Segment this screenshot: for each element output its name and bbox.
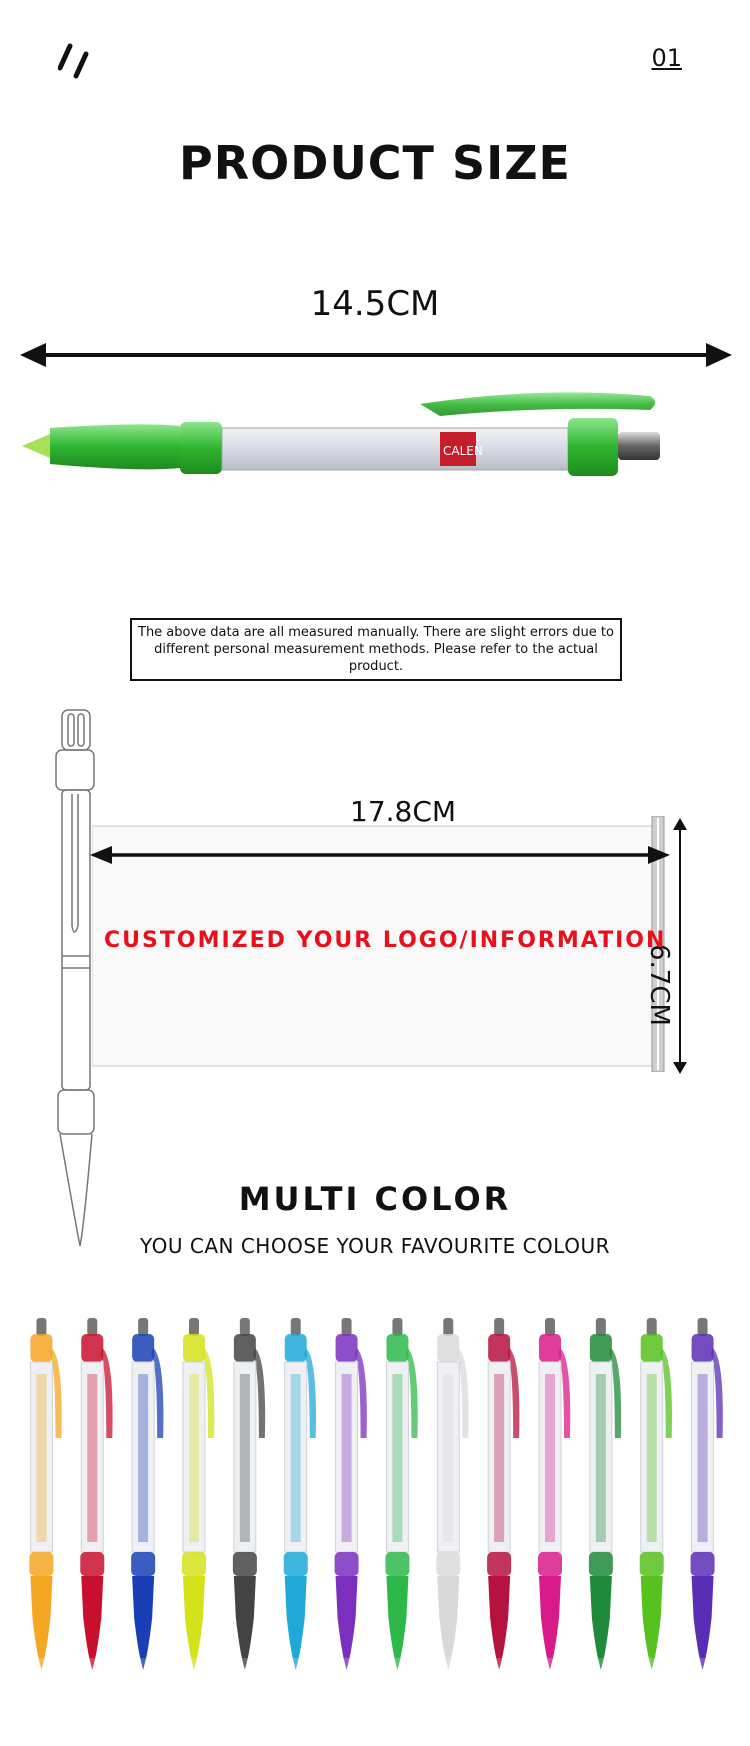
color-pens-group [20, 1318, 732, 1678]
color-pen [385, 1318, 417, 1670]
barrel-text: CALEN [443, 444, 483, 458]
color-pen [29, 1318, 61, 1670]
color-pen [436, 1318, 468, 1670]
color-pen [487, 1318, 519, 1670]
measurement-note: The above data are all measured manually. There are slight errors due to different personal measurement methods. Please refer to the actual product. [130, 618, 622, 681]
multi-color-title: MULTI COLOR [238, 1180, 512, 1218]
color-pen [131, 1318, 163, 1670]
length-label: 14.5CM [310, 284, 440, 324]
color-pen [640, 1318, 672, 1670]
color-pen [80, 1318, 112, 1670]
page-title: PRODUCT SIZE [179, 136, 571, 190]
color-pen [589, 1318, 621, 1670]
multi-color-subtitle: YOU CAN CHOOSE YOUR FAVOURITE COLOUR [140, 1234, 610, 1258]
banner-custom-text: CUSTOMIZED YOUR LOGO/INFORMATION [104, 928, 667, 953]
product-pen-image [20, 388, 720, 488]
length-arrow [20, 340, 732, 370]
page-number: 01 [651, 44, 682, 72]
color-pen [182, 1318, 214, 1670]
color-pen [284, 1318, 316, 1670]
banner-width-label: 17.8CM [350, 795, 457, 828]
color-pen [233, 1318, 265, 1670]
color-pen [691, 1318, 723, 1670]
color-pen [538, 1318, 570, 1670]
banner-height-label: 6.7CM [644, 944, 674, 1026]
banner-width-arrow [90, 842, 670, 868]
color-pen [335, 1318, 367, 1670]
double-slash-icon [58, 40, 92, 80]
